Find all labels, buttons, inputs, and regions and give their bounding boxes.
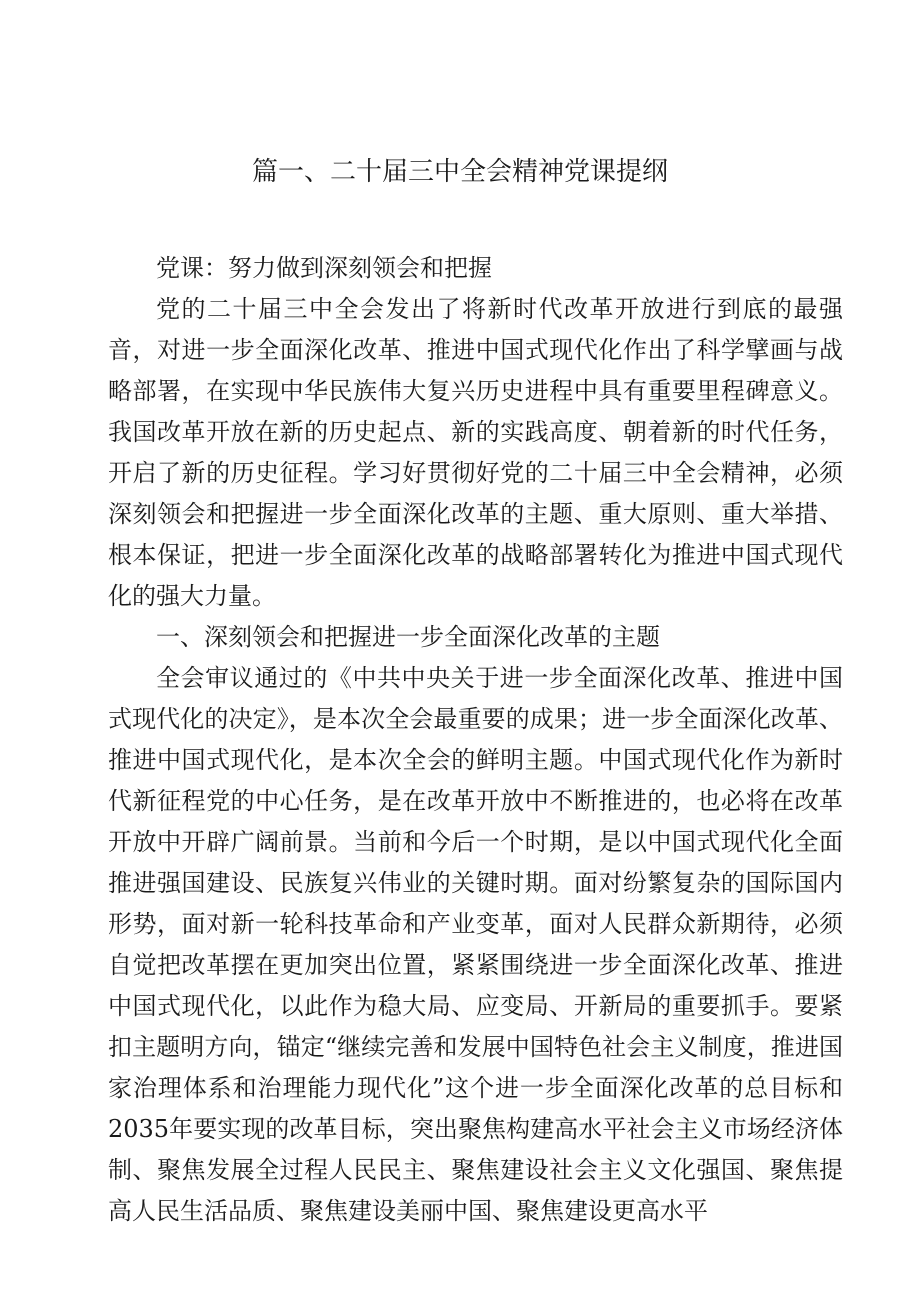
- lesson-title: 党课：努力做到深刻领会和把握: [156, 254, 492, 282]
- section-heading: 一、深刻领会和把握进一步全面深化改革的主题: [156, 623, 660, 651]
- intro-paragraph: 党的二十届三中全会发出了将新时代改革开放进行到底的最强音，对进一步全面深化改革、推进中国式现代化作出了科学擘画与战略部署，在实现中华民族伟大复兴历史进程中具有重要里程碑意义。我国改革开放在新的历史起点、新的实践高度、朝着新的时代任务，开启了新的历史征程。学习好贯彻好党的二十届三中全会精神，必须深刻领会和把握进一步全面深化改革的主题、重大原则、重大举措、根本保证，把进一步全面深化改革的战略部署转化为推进中国式现代化的强大力量。: [108, 295, 843, 610]
- section-paragraph: 全会审议通过的《中共中央关于进一步全面深化改革、推进中国式现代化的决定》，是本次全会最重要的成果；进一步全面深化改革、推进中国式现代化，是本次全会的鲜明主题。中国式现代化作为新时代新征程党的中心任务，是在改革开放中不断推进的，也必将在改革开放中开辟广阔前景。当前和今后一个时期，是以中国式现代化全面推进强国建设、民族复兴伟业的关键时期。面对纷繁复杂的国际国内形势，面对新一轮科技革命和产业变革，面对人民群众新期待，必须自觉把改革摆在更加突出位置，紧紧围绕进一步全面深化改革、推进中国式现代化，以此作为稳大局、应变局、开新局的重要抓手。要紧扣主题明方向，锚定“继续完善和发展中国特色社会主义制度，推进国家治理体系和治理能力现代化”这个进一步全面深化改革的总目标和2035年要实现的改革目标，突出聚焦构建高水平社会主义市场经济体制、聚焦发展全过程人民民主、聚焦建设社会主义文化强国、聚焦提高人民生活品质、聚焦建设美丽中国、聚焦建设更高水平: [108, 664, 843, 1225]
- document-body: [108, 248, 843, 1232]
- document-title: 篇一、二十届三中全会精神党课提纲: [251, 157, 668, 187]
